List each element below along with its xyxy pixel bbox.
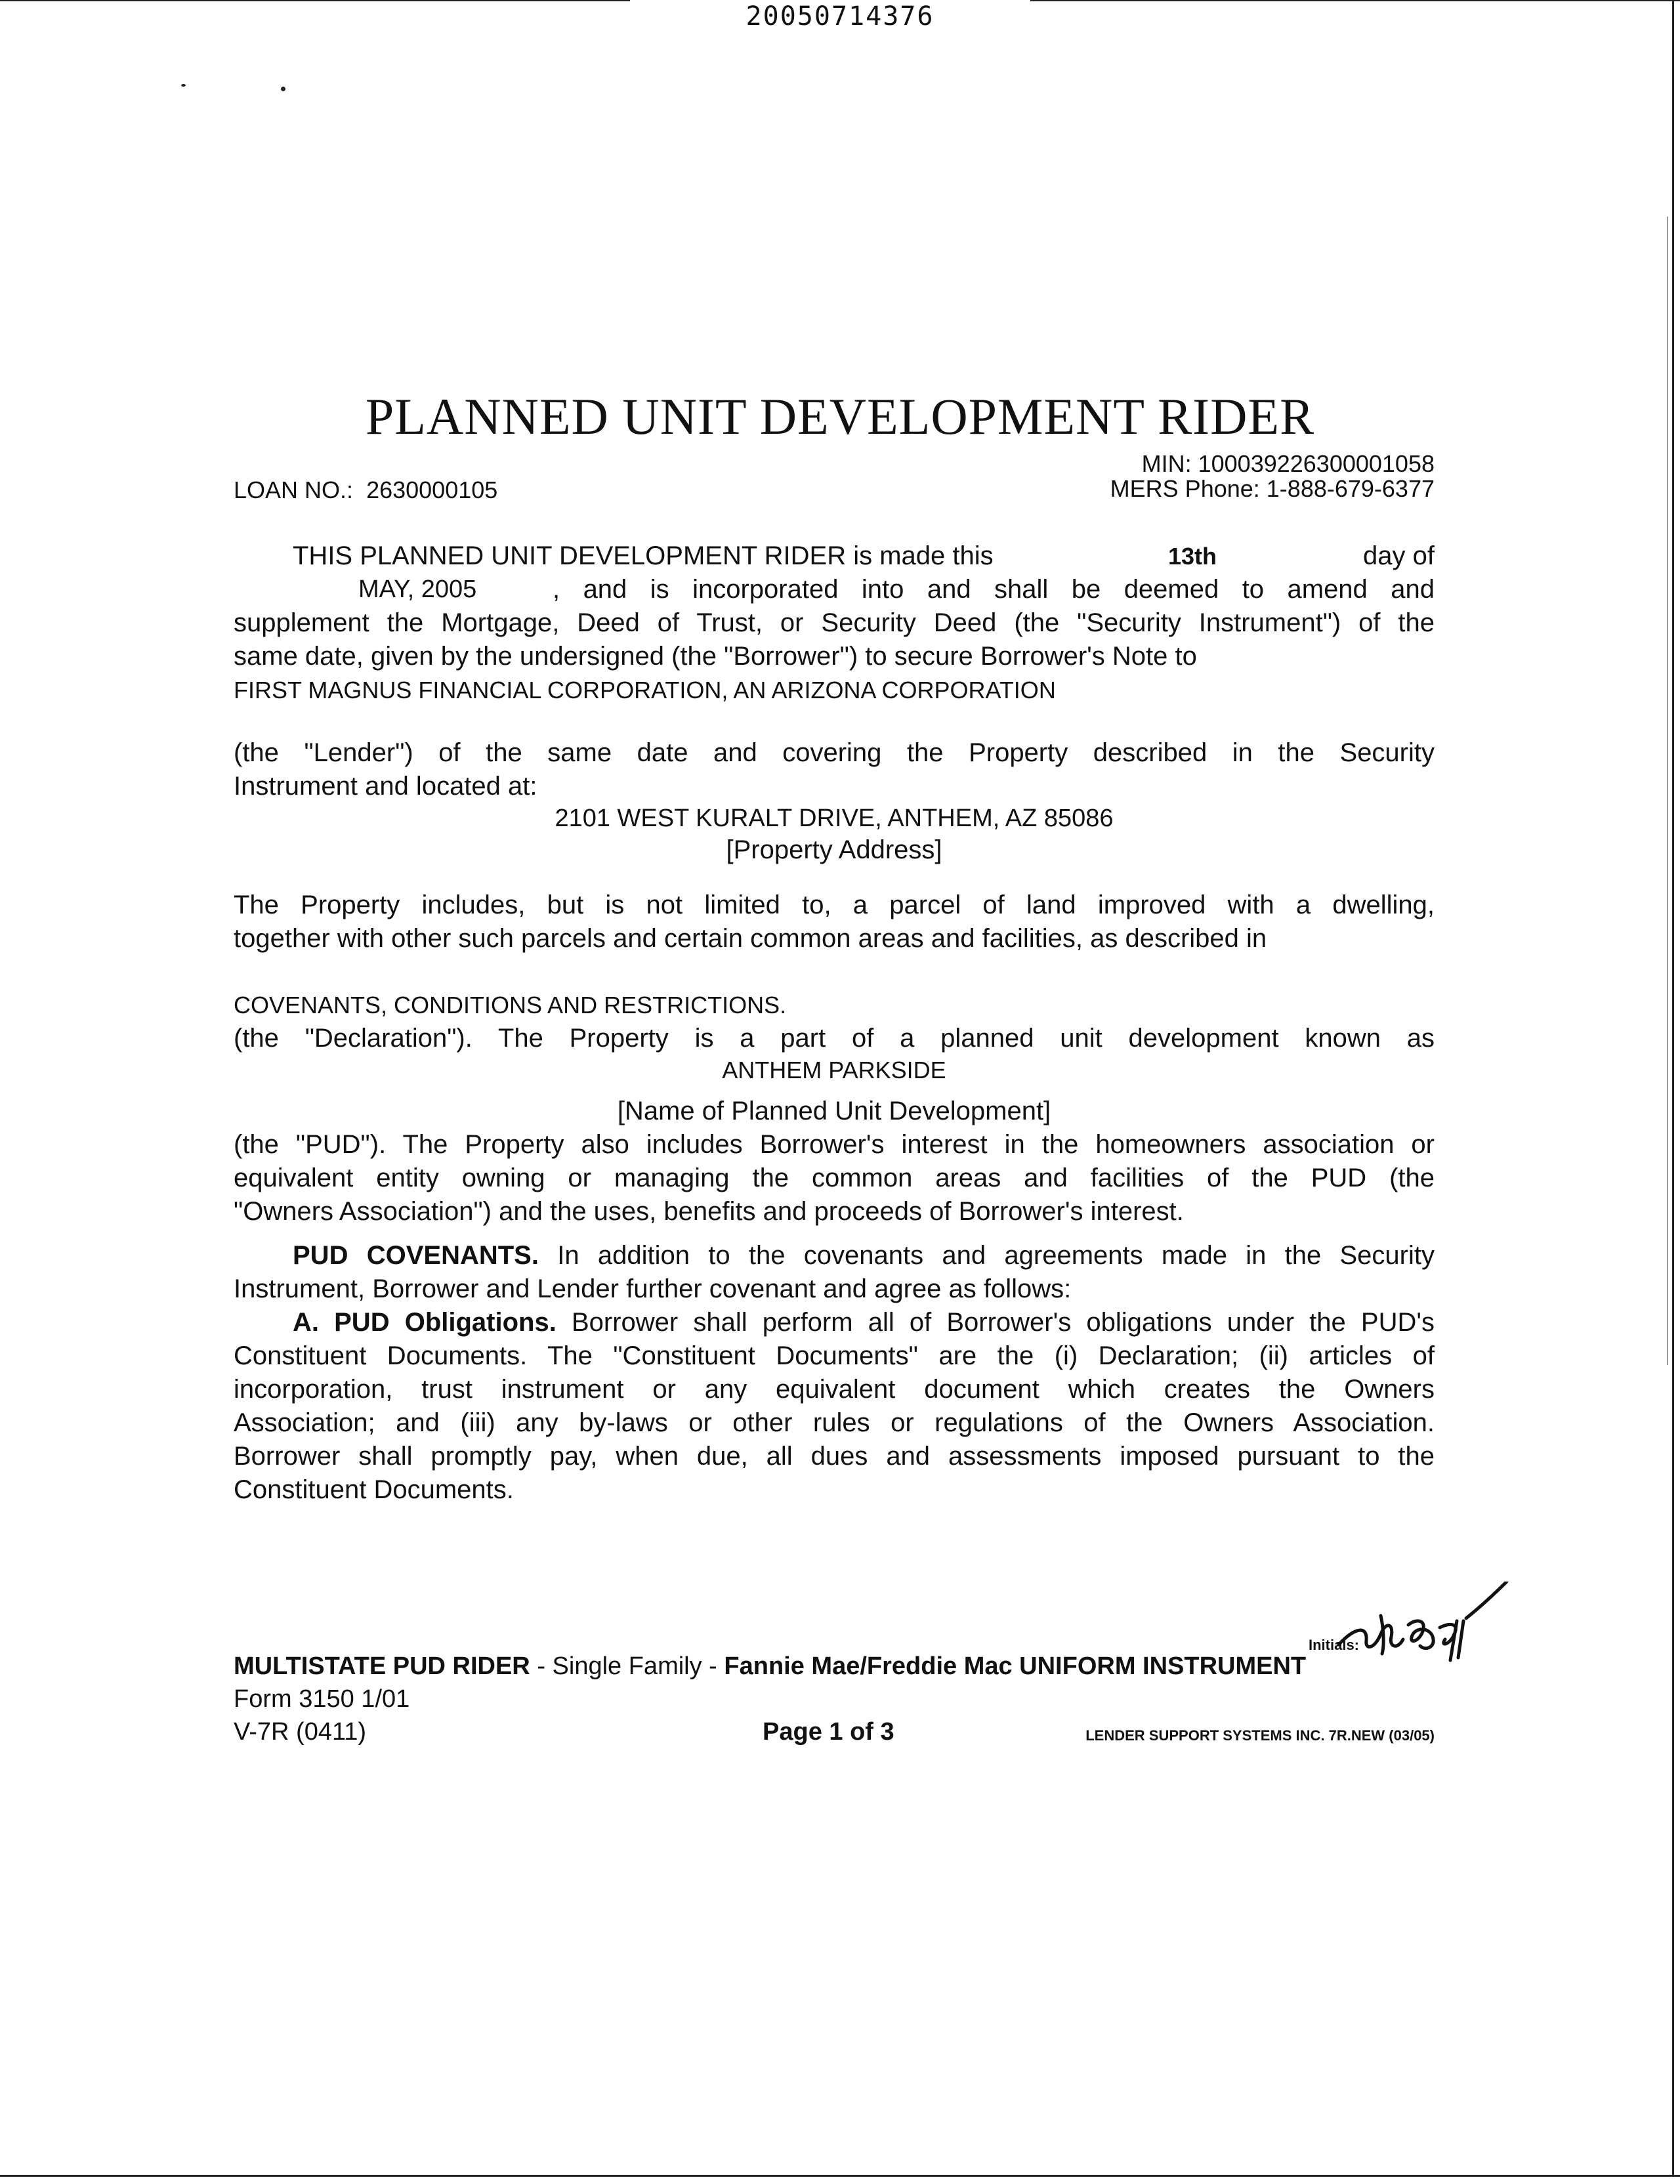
intro-text-a: THIS PLANNED UNIT DEVELOPMENT RIDER is made this	[293, 541, 994, 570]
intro-line-1	[234, 539, 1435, 573]
intro-line-2	[234, 573, 1435, 606]
scan-speck	[181, 84, 186, 87]
form-title-part-2: - Single Family -	[530, 1652, 724, 1680]
pud-line-3: "Owners Association") and the uses, benefits and proceeds of Borrower's interest.	[234, 1197, 1184, 1226]
obligations-heading: A. PUD Obligations.	[293, 1308, 556, 1337]
lender-paragraph	[234, 736, 1435, 867]
declaration-name: COVENANTS, CONDITIONS AND RESTRICTIONS.	[234, 992, 787, 1018]
obligations-line-1	[234, 1306, 1435, 1339]
day-value: 13th	[1168, 543, 1217, 570]
intro-text-c: , and is incorporated into and shall be deemed to amend and	[553, 575, 1435, 604]
obligations-line-6: Constituent Documents.	[234, 1475, 514, 1504]
lender-line-2: Instrument and located at:	[234, 772, 537, 801]
property-address: 2101 WEST KURALT DRIVE, ANTHEM, AZ 85086	[555, 805, 1114, 832]
form-title-part-1: MULTISTATE PUD RIDER	[234, 1652, 530, 1680]
loan-number-label: LOAN NO.:	[234, 476, 354, 503]
pud-name-label: [Name of Planned Unit Development]	[617, 1097, 1051, 1125]
covenants-heading: PUD COVENANTS.	[293, 1241, 539, 1270]
intro-text-b: day of	[1363, 541, 1435, 570]
document-recording-number: 20050714376	[746, 1, 934, 32]
obligations-line-1-text: Borrower shall perform all of Borrower's obligations under the PUD's	[571, 1308, 1435, 1337]
pud-line-2: equivalent entity owning or managing the common areas and facilities of the PUD (the	[234, 1164, 1435, 1192]
form-title-part-3: Fannie Mae/Freddie Mac UNIFORM INSTRUMENT	[724, 1652, 1307, 1680]
loan-number-value: 2630000105	[366, 476, 498, 503]
intro-line-4: same date, given by the undersigned (the "Borrower") to secure Borrower's Note to	[234, 642, 1197, 671]
date-value: MAY, 2005	[358, 576, 477, 603]
obligations-line-4: Association; and (iii) any by-laws or other rules or regulations of the Owners Association.	[234, 1408, 1435, 1437]
obligations-line-5: Borrower shall promptly pay, when due, all dues and assessments imposed pursuant to the	[234, 1442, 1435, 1471]
document-title: PLANNED UNIT DEVELOPMENT RIDER	[365, 388, 1315, 445]
covenants-line-2: Instrument, Borrower and Lender further covenant and agree as follows:	[234, 1274, 1072, 1303]
form-title-line	[234, 1652, 1435, 1681]
scan-border-bottom	[0, 2175, 1680, 2177]
vendor-line: LENDER SUPPORT SYSTEMS INC. 7R.NEW (03/05)	[1085, 1727, 1435, 1744]
property-paragraph	[234, 889, 1435, 956]
scan-speck	[281, 87, 285, 91]
loan-number-line	[234, 476, 497, 504]
pud-covenants-section	[234, 1239, 1435, 1507]
obligations-line-2: Constituent Documents. The "Constituent Documents" are the (i) Declaration; (ii) articles of	[234, 1341, 1435, 1370]
pud-line-1: (the "PUD"). The Property also includes Borrower's interest in the homeowners association or	[234, 1130, 1435, 1159]
form-number: Form 3150 1/01	[234, 1685, 410, 1713]
mers-phone: MERS Phone: 1-888-679-6377	[1110, 475, 1435, 502]
covenants-line-1	[234, 1239, 1435, 1272]
obligations-line-3: incorporation, trust instrument or any equivalent document which creates the Owners	[234, 1375, 1435, 1404]
declaration-block	[234, 988, 1435, 1228]
lender-name: FIRST MAGNUS FINANCIAL CORPORATION, AN ARIZONA CORPORATION	[234, 677, 1056, 704]
lender-line-1: (the "Lender") of the same date and covering the Property described in the Security	[234, 738, 1435, 767]
initials-label: Initials:	[1309, 1637, 1360, 1653]
footer-bottom-line	[234, 1718, 1435, 1746]
covenants-line-1-text: In addition to the covenants and agreements made in the Security	[557, 1241, 1435, 1270]
property-line-2: together with other such parcels and certain common areas and facilities, as described in	[234, 924, 1267, 953]
form-version: V-7R (0411)	[234, 1718, 367, 1746]
pud-name: ANTHEM PARKSIDE	[722, 1057, 946, 1083]
intro-line-3: supplement the Mortgage, Deed of Trust, or Security Deed (the "Security Instrument") of the	[234, 608, 1435, 637]
scan-border-right	[1672, 0, 1674, 2176]
min-number: MIN: 100039226300001058	[1141, 450, 1435, 477]
declaration-line: (the "Declaration"). The Property is a part of a planned unit development known as	[234, 1024, 1435, 1053]
property-line-1: The Property includes, but is not limited to, a parcel of land improved with a dwelling,	[234, 891, 1435, 919]
page-number: Page 1 of 3	[763, 1718, 894, 1746]
intro-paragraph	[234, 539, 1435, 707]
property-address-label: [Property Address]	[726, 835, 942, 864]
